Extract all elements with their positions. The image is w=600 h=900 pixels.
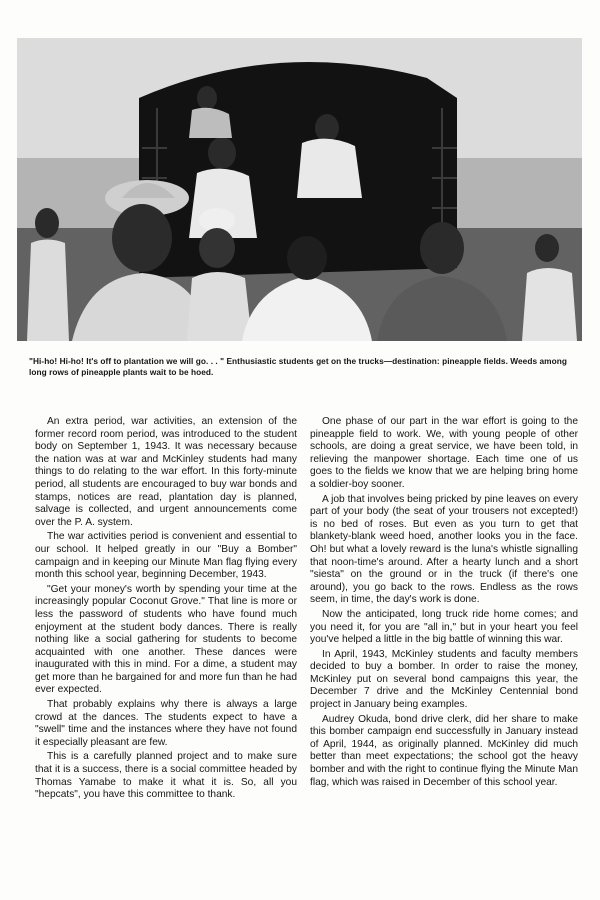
paragraph-social-committee: This is a carefully planned project and to make sure that it is a success, there is a social committee headed by Thomas Yamabe to make it what it is. So, all you "hepcats", you have this committee to thank. (35, 751, 297, 801)
photo-caption: "Hi-ho! Hi-ho! It's off to plantation we will go. . . " Enthusiastic students get on the trucks—destination: pineapple fields. Weeds among long rows of pineapple plants wait to be hoed. (29, 356, 567, 377)
paragraph-dance-crowds: That probably explains why there is always a large crowd at the dances. The students expect to have a "swell" time and the instances where they have not found it especially pleasant are few. (35, 699, 297, 748)
paragraph-truck-ride: Now the anticipated, long truck ride home comes; and you need it, for you are "all in," but in your heart you feel you've helped a little in the big battle of winning this war. (310, 608, 578, 646)
paragraph-coconut-grove: "Get your money's worth by spending your time at the increasingly popular Coconut Grove." That line is more or less the password of students who have found much enjoyment at the student body dances. There is really nothing like a social gathering for students to become acquainted with one another. These dances were inaugurated with this in mind. For a dime, a student may get more than he bargained for and more fun than he had ever expected. (35, 583, 297, 696)
paragraph-bomber-decision: In April, 1943, McKinley students and faculty members decided to buy a bomber. In order to raise the money, McKinley put on several bond campaigns this year, the December 7 drive and the McKinley Centennial bond project in January being examples. (310, 648, 578, 711)
photo-illustration (17, 38, 582, 341)
paragraph-audrey-okuda: Audrey Okuda, bond drive clerk, did her share to make this bomber campaign end successfully in January instead of April, 1944, as originally planned. McKinley did much better than meet expectations; the school got the heavy bomber and with the right to continue flying the Minute Man flag, which was raised in December of this school year. (310, 713, 578, 788)
students-boarding-truck-photo (17, 38, 582, 341)
paragraph-pine-leaves: A job that involves being pricked by pine leaves on every part of your body (the seat of your trousers not excepted!) is no bed of roses. But even as you turn to get that blankety-blank weed hoed, another looks you in the face. Oh! but what a lovely reward is the luna's whistle signalling that noon-time's around. After a hearty lunch and a short "siesta" on the ground or in the truck (if there's one around), you go back to the rows. Endless as the rows seem, in time, the day's work is done. (310, 493, 578, 606)
paragraph-pineapple-field: One phase of our part in the war effort is going to the pineapple field to work. We, with young people of other schools, are doing a great service, we have been told, in relieving the manpower shortage. Each time one of us goes to the fields we know that we are helping bring home a soldier-boy sooner. (310, 416, 578, 490)
right-text-column (310, 416, 578, 791)
paragraph-war-period: The war activities period is convenient and essential to our school. It helped greatly in our "Buy a Bomber" campaign and in keeping our Minute Man flag flying every month this school year, beginning December, 1943. (35, 531, 297, 581)
paragraph-war-activities: An extra period, war activities, an extension of the former record room period, was introduced to the student body on September 1, 1943. It was necessary because the nation was at war and McKinley students had many things to do relating to the war effort. In this forty-minute period, all students are encouraged to buy war bonds and stamps, notices are read, plantation day is planned, salvage is collected, and urgent announcements come over the P. A. system. (35, 416, 297, 528)
left-text-column (35, 416, 297, 804)
